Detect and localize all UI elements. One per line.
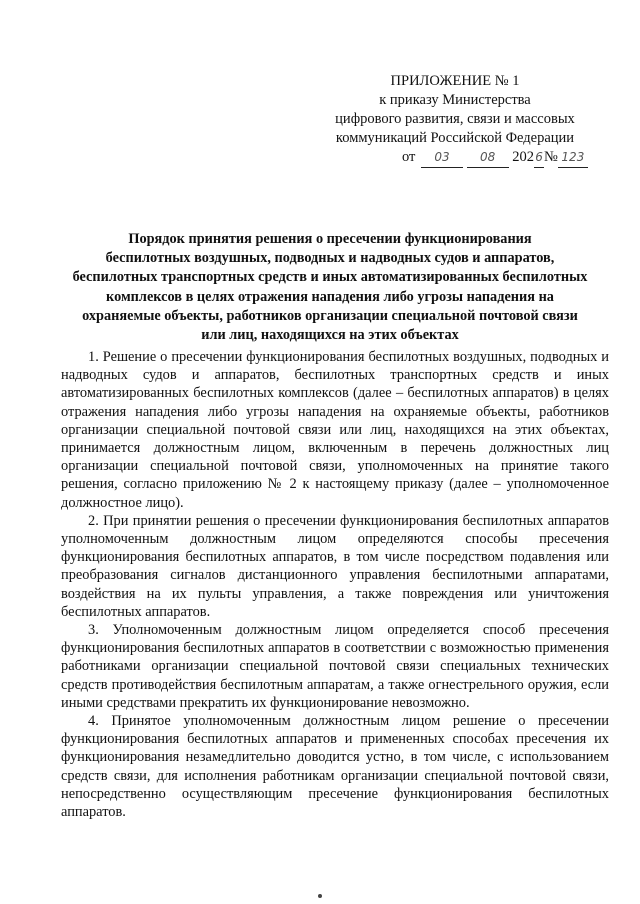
handwritten-order-number: 123 bbox=[558, 148, 588, 168]
title-line: охраняемые объекты, работников организации специальной почтовой связи bbox=[82, 307, 578, 324]
appendix-ministry-line1: цифрового развития, связи и массовых bbox=[335, 111, 575, 127]
title-line: или лиц, находящихся на этих объектах bbox=[201, 327, 459, 344]
handwritten-year-digit: 6 bbox=[534, 148, 544, 168]
title-line: беспилотных транспортных средств и иных автоматизированных беспилотных bbox=[72, 269, 588, 286]
year-prefix: 202 bbox=[512, 149, 535, 165]
paragraph-3: 3. Уполномоченным должностным лицом определяется способ пресечения функционирования беспилотных аппаратов в соответствии с возможностью применения работниками организации специальной почтовой связи специальных технических средств противодействия беспилотным аппаратам, а также огнестрельного оружия, если иными средствами прекратить их функционирование невозможно. bbox=[61, 622, 609, 711]
title-line: Порядок принятия решения о пресечении функционирования bbox=[128, 231, 532, 247]
order-date-line bbox=[402, 148, 588, 168]
document-body bbox=[61, 348, 609, 821]
title-line: беспилотных воздушных, подводных и надводных судов и аппаратов, bbox=[105, 250, 555, 267]
handwritten-day: 03 bbox=[421, 148, 463, 168]
date-prefix: от bbox=[402, 149, 416, 165]
appendix-order-ref: к приказу Министерства bbox=[379, 92, 531, 108]
document-title bbox=[50, 230, 610, 345]
paragraph-4: 4. Принятое уполномоченным должностным лицом решение о пресечении функционирования беспилотных аппаратов и примененных способах пресечения их функционирования незамедлительно доводится устно, в том числе, с использованием средств связи, для исполнения работникам организации специальной почтовой связи, непосредственно осуществляющим пресечение функционирования беспилотных аппаратов. bbox=[61, 713, 609, 821]
paragraph-2: 2. При принятии решения о пресечении функционирования беспилотных аппаратов уполномоченным должностным лицом определяются способы пресечения функционирования беспилотных аппаратов, в том числе посредством подавления или преобразования сигналов дистанционного управления беспилотными аппаратами, воздействия на их пульты управления, а также повреждения или уничтожения беспилотных аппаратов. bbox=[61, 512, 609, 620]
title-line: комплексов в целях отражения нападения либо угрозы нападения на bbox=[106, 288, 554, 305]
number-sign: № bbox=[544, 149, 558, 165]
paragraph-1: 1. Решение о пресечении функционирования беспилотных воздушных, подводных и надводных судов и аппаратов, беспилотных транспортных средств и иных автоматизированных беспилотных комплексов (далее – беспилотных аппаратов) в целях отражения нападения либо угрозы нападения на охраняемые объекты, работников организации специальной почтовой связи или лиц, находящихся на этих объектах, принимается должностным лицом, включенным в перечень должностных лиц организации специальной почтовой связи, уполномоченных на принятие такого решения, согласно приложению № 2 к настоящему приказу (далее – уполномоченное должностное лицо). bbox=[61, 349, 609, 511]
appendix-ministry-line2: коммуникаций Российской Федерации bbox=[335, 130, 575, 146]
scan-mark bbox=[318, 894, 322, 898]
handwritten-month: 08 bbox=[467, 148, 509, 168]
appendix-title: ПРИЛОЖЕНИЕ № 1 bbox=[390, 73, 520, 89]
appendix-header bbox=[330, 72, 580, 148]
